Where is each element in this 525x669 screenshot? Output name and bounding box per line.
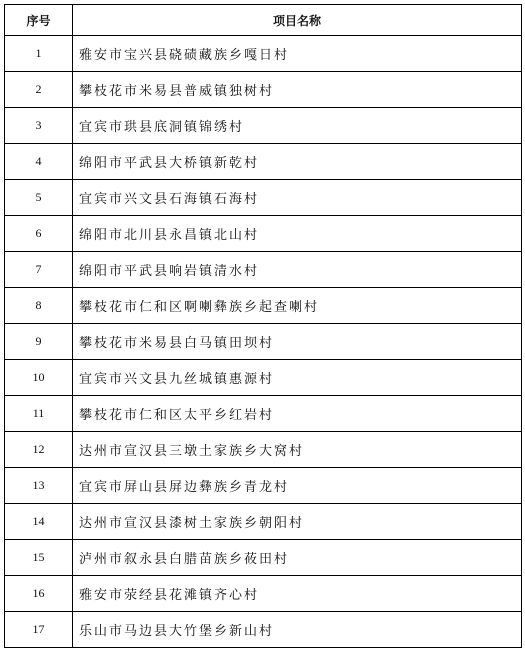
table-row (5, 144, 522, 180)
row-number: 14 (5, 504, 73, 540)
row-project-name: 绵阳市北川县永昌镇北山村 (73, 216, 522, 252)
row-number: 4 (5, 144, 73, 180)
row-project-name: 乐山市马边县大竹堡乡新山村 (73, 612, 522, 648)
table-row (5, 324, 522, 360)
row-project-name: 达州市宣汉县漆树土家族乡朝阳村 (73, 504, 522, 540)
row-number: 13 (5, 468, 73, 504)
row-number: 6 (5, 216, 73, 252)
table-body (5, 36, 522, 648)
row-number: 17 (5, 612, 73, 648)
row-number: 5 (5, 180, 73, 216)
project-table-container (4, 4, 521, 648)
row-project-name: 绵阳市平武县大桥镇新乾村 (73, 144, 522, 180)
row-number: 3 (5, 108, 73, 144)
row-project-name: 攀枝花市米易县普威镇独树村 (73, 72, 522, 108)
row-project-name: 雅安市荥经县花滩镇齐心村 (73, 576, 522, 612)
table-row (5, 288, 522, 324)
table-row (5, 72, 522, 108)
row-project-name: 攀枝花市米易县白马镇田坝村 (73, 324, 522, 360)
row-number: 15 (5, 540, 73, 576)
row-number: 8 (5, 288, 73, 324)
row-project-name: 达州市宣汉县三墩土家族乡大窝村 (73, 432, 522, 468)
table-row (5, 612, 522, 648)
row-number: 2 (5, 72, 73, 108)
project-table (4, 4, 522, 648)
row-project-name: 泸州市叙永县白腊苗族乡莜田村 (73, 540, 522, 576)
row-project-name: 雅安市宝兴县硗碛藏族乡嘎日村 (73, 36, 522, 72)
table-row (5, 180, 522, 216)
row-number: 1 (5, 36, 73, 72)
row-number: 9 (5, 324, 73, 360)
row-project-name: 宜宾市珙县底洞镇锦绣村 (73, 108, 522, 144)
row-number: 7 (5, 252, 73, 288)
header-project-name: 项目名称 (73, 5, 522, 36)
header-number: 序号 (5, 5, 73, 36)
table-row (5, 468, 522, 504)
row-project-name: 攀枝花市仁和区太平乡红岩村 (73, 396, 522, 432)
table-row (5, 360, 522, 396)
table-row (5, 108, 522, 144)
row-number: 12 (5, 432, 73, 468)
table-row (5, 576, 522, 612)
row-project-name: 攀枝花市仁和区啊喇彝族乡起查喇村 (73, 288, 522, 324)
table-row (5, 504, 522, 540)
table-header-row (5, 5, 522, 36)
row-project-name: 宜宾市兴文县九丝城镇惠源村 (73, 360, 522, 396)
row-project-name: 绵阳市平武县响岩镇清水村 (73, 252, 522, 288)
table-row (5, 396, 522, 432)
table-row (5, 216, 522, 252)
row-number: 11 (5, 396, 73, 432)
row-project-name: 宜宾市屏山县屏边彝族乡青龙村 (73, 468, 522, 504)
row-number: 10 (5, 360, 73, 396)
table-row (5, 36, 522, 72)
row-number: 16 (5, 576, 73, 612)
table-row (5, 252, 522, 288)
table-row (5, 540, 522, 576)
row-project-name: 宜宾市兴文县石海镇石海村 (73, 180, 522, 216)
table-row (5, 432, 522, 468)
